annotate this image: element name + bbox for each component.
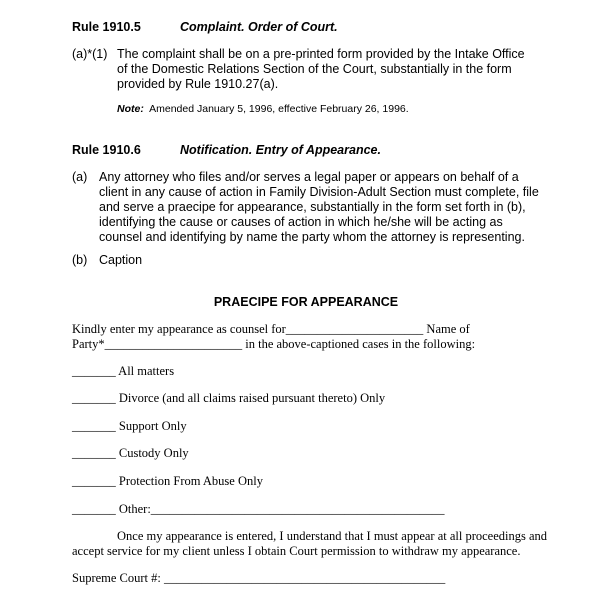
rule-1910-5-number: Rule 1910.5 (72, 20, 141, 34)
rule-1910-5-item-text: The complaint shall be on a pre-printed form provided by the Intake Office of the Domestic Relations Section of the Court, substantially in the form provided by Rule 1910.27(a). (117, 47, 525, 91)
praecipe-title: PRAECIPE FOR APPEARANCE (213, 295, 399, 309)
note-text: Amended January 5, 1996, effective February 26, 1996. (149, 103, 409, 115)
rule-1910-6-number: Rule 1910.6 (72, 143, 141, 157)
option-support: _______ Support Only (72, 419, 187, 433)
option-custody: _______ Custody Only (72, 446, 189, 460)
supreme-court-number: Supreme Court #: _____________________________________________ (72, 571, 446, 585)
rule-1910-5-item-label: (a)*(1) (72, 47, 108, 61)
praecipe-intro-line-2: Party*______________________ in the above-captioned cases in the following: (72, 337, 476, 351)
rule-1910-6-item-a-text: Any attorney who files and/or serves a legal paper or appears on behalf of a client in any cause of action in Family Division-Adult Section must complete, file and serve a praecipe for appearance, substantially in the form set forth in (b), identifying the cause or causes of action in which he/she will be acting as counsel and identifying by name the party whom the attorney is representing. (99, 170, 539, 244)
rule-1910-6-item-b-label: (b) (72, 253, 88, 267)
option-divorce: _______ Divorce (and all claims raised pursuant thereto) Only (72, 391, 386, 405)
closing-line-1: Once my appearance is entered, I understand that I must appear at all proceedings and (117, 529, 548, 543)
option-other: _______ Other:_______________________________________________ (72, 502, 445, 516)
rule-1910-6-title: Notification. Entry of Appearance. (180, 143, 381, 157)
closing-line-2: accept service for my client unless I obtain Court permission to withdraw my appearance. (72, 544, 521, 558)
rule-1910-5-note (117, 103, 409, 115)
praecipe-intro-line-1: Kindly enter my appearance as counsel for______________________ Name of (72, 322, 470, 336)
note-label: Note: (117, 103, 144, 115)
option-protection-from-abuse: _______ Protection From Abuse Only (72, 474, 263, 488)
rule-1910-6-item-a-label: (a) (72, 170, 88, 184)
rule-1910-5-title: Complaint. Order of Court. (180, 20, 338, 34)
option-all-matters: _______ All matters (72, 364, 175, 378)
rule-1910-6-item-b-text: Caption (99, 253, 143, 267)
